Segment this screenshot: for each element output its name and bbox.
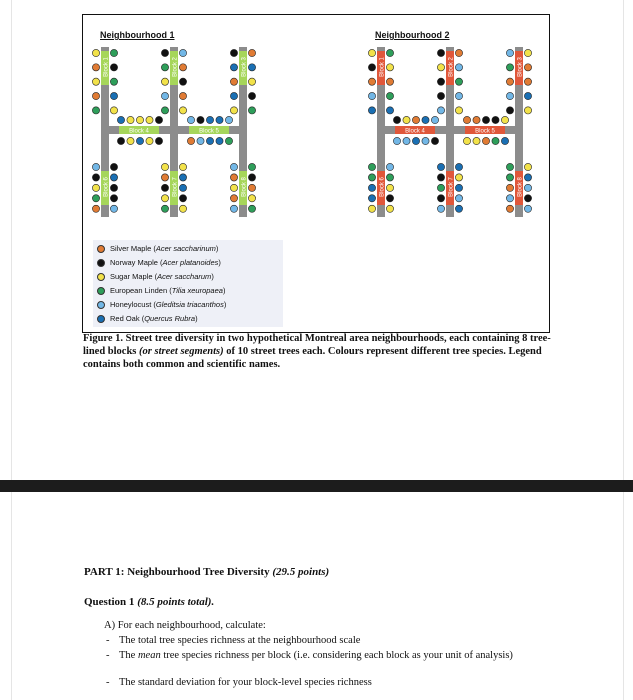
caption-rest: of 10 street trees each. Colours represent different tree species. Legend contains both common and scientific names. (83, 346, 542, 370)
tree-marker (437, 163, 444, 170)
tree-marker (161, 205, 168, 212)
tree-marker (92, 49, 99, 56)
legend-item: Norway Maple ( Acer platanoides ) (97, 256, 221, 269)
tree-marker (506, 92, 513, 99)
tree-marker (473, 137, 480, 144)
tree-marker (197, 116, 204, 123)
red-oak-swatch-icon (97, 315, 105, 323)
tree-marker (161, 195, 168, 202)
legend-item: Honeylocust ( Gleditsia triacanthos ) (97, 298, 226, 311)
tree-marker (455, 107, 462, 114)
tree-marker (179, 184, 186, 191)
tree-marker (187, 116, 194, 123)
tree-marker (179, 174, 186, 181)
figure-caption (83, 332, 553, 371)
tree-marker (92, 78, 99, 85)
tree-marker (179, 195, 186, 202)
tree-marker (368, 174, 375, 181)
legend-scientific: Acer saccharinum (155, 244, 216, 253)
tree-marker (386, 184, 393, 191)
tree-marker (92, 195, 99, 202)
tree-marker (386, 92, 393, 99)
tree-marker (216, 116, 223, 123)
tree-marker (473, 116, 480, 123)
legend-scientific: Gleditsia triacanthos (155, 300, 224, 309)
block-label: Block 3 (241, 57, 248, 77)
block-label: Block 7 (172, 177, 179, 197)
tree-marker (437, 184, 444, 191)
tree-marker (146, 116, 153, 123)
block-label: Block 7 (448, 177, 455, 197)
tree-marker (230, 184, 237, 191)
bullet-text: The total tree species richness at the neighbourhood scale (119, 635, 361, 646)
tree-marker (110, 78, 117, 85)
tree-marker (248, 195, 255, 202)
tree-marker (179, 107, 186, 114)
tree-marker (412, 116, 419, 123)
tree-marker (216, 137, 223, 144)
tree-marker (524, 174, 531, 181)
tree-marker (524, 107, 531, 114)
tree-marker (437, 49, 444, 56)
tree-marker (161, 92, 168, 99)
tree-marker (127, 116, 134, 123)
block-label: Block 8 (241, 177, 248, 197)
tree-marker (110, 174, 117, 181)
tree-marker (386, 64, 393, 71)
block-label: Block 5 (199, 128, 219, 135)
bullet-dash: - (106, 650, 110, 661)
bullet-dash: - (106, 677, 110, 688)
honeylocust-swatch-icon (97, 301, 105, 309)
tree-marker (455, 195, 462, 202)
tree-marker (161, 49, 168, 56)
tree-marker (368, 49, 375, 56)
tree-marker (393, 116, 400, 123)
block-label: Block 2 (172, 57, 179, 77)
tree-marker (524, 163, 531, 170)
tree-marker (422, 137, 429, 144)
tree-marker (386, 174, 393, 181)
tree-marker (230, 174, 237, 181)
tree-marker (179, 64, 186, 71)
legend-common: Honeylocust (110, 300, 152, 309)
tree-marker (368, 78, 375, 85)
tree-marker (412, 137, 419, 144)
tree-marker (179, 78, 186, 85)
tree-marker (403, 116, 410, 123)
tree-marker (431, 116, 438, 123)
tree-marker (501, 116, 508, 123)
tree-marker (422, 116, 429, 123)
block-label: Block 2 (448, 57, 455, 77)
block-label: Block 3 (517, 57, 524, 77)
page-separator (0, 480, 633, 492)
block-label: Block 1 (379, 57, 386, 77)
tree-marker (248, 184, 255, 191)
tree-marker (110, 107, 117, 114)
caption-italic: (or street segments) (139, 346, 224, 357)
tree-marker (92, 205, 99, 212)
tree-marker (110, 205, 117, 212)
neighbourhood-2-title: Neighbourhood 2 (375, 30, 450, 40)
caption-label: Figure 1. Street tree diversity in two hypothetical Montreal area neighbourhoods, each containing 8 tree-lined blocks (83, 333, 551, 357)
legend-common: Norway Maple (110, 258, 158, 267)
legend-common: Sugar Maple (110, 272, 153, 281)
tree-marker (506, 174, 513, 181)
tree-marker (230, 92, 237, 99)
tree-marker (506, 49, 513, 56)
bullet-item (119, 650, 539, 662)
tree-marker (524, 195, 531, 202)
neighbourhood-1-title: Neighbourhood 1 (100, 30, 175, 40)
tree-marker (368, 92, 375, 99)
tree-marker (248, 107, 255, 114)
block-label: Block 4 (405, 128, 425, 135)
tree-marker (206, 116, 213, 123)
tree-marker (506, 64, 513, 71)
legend-scientific: Acer platanoides (162, 258, 219, 267)
tree-marker (437, 92, 444, 99)
bullet-text: The (119, 650, 138, 661)
tree-marker (230, 107, 237, 114)
tree-marker (506, 107, 513, 114)
bullet-dash: - (106, 635, 110, 646)
tree-marker (248, 205, 255, 212)
tree-marker (230, 64, 237, 71)
legend-scientific: Quercus Rubra (144, 314, 196, 323)
legend-common: European Linden (110, 286, 168, 295)
tree-marker (482, 116, 489, 123)
tree-marker (248, 64, 255, 71)
part-points: (29.5 points) (272, 566, 330, 578)
tree-marker (506, 195, 513, 202)
tree-marker (179, 49, 186, 56)
tree-marker (179, 163, 186, 170)
block-label: Block 5 (475, 128, 495, 135)
tree-marker (393, 137, 400, 144)
tree-marker (368, 107, 375, 114)
bullet-emphasis: mean (137, 650, 161, 661)
tree-marker (437, 107, 444, 114)
legend-common: Red Oak (110, 314, 140, 323)
silver-maple-swatch-icon (97, 245, 105, 253)
figure-frame (82, 14, 550, 333)
tree-marker (127, 137, 134, 144)
tree-marker (161, 163, 168, 170)
tree-marker (248, 92, 255, 99)
tree-marker (92, 92, 99, 99)
tree-marker (368, 205, 375, 212)
tree-marker (110, 64, 117, 71)
tree-marker (368, 163, 375, 170)
tree-marker (225, 116, 232, 123)
question-title (84, 596, 214, 608)
tree-marker (155, 137, 162, 144)
tree-marker (161, 174, 168, 181)
tree-marker (110, 92, 117, 99)
tree-marker (117, 137, 124, 144)
tree-marker (492, 137, 499, 144)
tree-marker (437, 64, 444, 71)
tree-marker (501, 137, 508, 144)
tree-marker (110, 49, 117, 56)
tree-marker (230, 78, 237, 85)
tree-marker (524, 49, 531, 56)
tree-marker (155, 116, 162, 123)
tree-marker (179, 205, 186, 212)
tree-marker (437, 205, 444, 212)
norway-maple-swatch-icon (97, 259, 105, 267)
bullet-text: The standard deviation for your block-level species richness (119, 677, 372, 688)
tree-marker (230, 163, 237, 170)
tree-marker (197, 137, 204, 144)
legend (93, 240, 283, 327)
tree-marker (225, 137, 232, 144)
tree-marker (524, 184, 531, 191)
legend-item: Sugar Maple ( Acer saccharum ) (97, 270, 214, 283)
tree-marker (437, 195, 444, 202)
tree-marker (524, 78, 531, 85)
tree-marker (482, 137, 489, 144)
tree-marker (455, 64, 462, 71)
bullet-item (119, 635, 539, 647)
tree-marker (455, 174, 462, 181)
tree-marker (368, 64, 375, 71)
tree-marker (524, 92, 531, 99)
block-label: Block 6 (103, 177, 110, 197)
tree-marker (524, 205, 531, 212)
tree-marker (179, 92, 186, 99)
tree-marker (230, 49, 237, 56)
tree-marker (110, 163, 117, 170)
legend-scientific: Acer saccharum (157, 272, 212, 281)
tree-marker (92, 64, 99, 71)
question-points: (8.5 points total). (137, 596, 215, 608)
tree-marker (92, 184, 99, 191)
tree-marker (161, 107, 168, 114)
tree-marker (110, 195, 117, 202)
tree-marker (437, 174, 444, 181)
tree-marker (110, 184, 117, 191)
tree-marker (146, 137, 153, 144)
block-label: Block 8 (517, 177, 524, 197)
part-title (84, 566, 329, 578)
tree-marker (206, 137, 213, 144)
tree-marker (455, 163, 462, 170)
tree-marker (455, 78, 462, 85)
tree-marker (463, 137, 470, 144)
tree-marker (136, 137, 143, 144)
block-label: Block 6 (379, 177, 386, 197)
tree-marker (248, 174, 255, 181)
tree-marker (386, 163, 393, 170)
tree-marker (506, 163, 513, 170)
bullet-item (119, 677, 539, 689)
tree-marker (117, 116, 124, 123)
tree-marker (92, 174, 99, 181)
legend-item: European Linden ( Tilia xeuropaea ) (97, 284, 225, 297)
tree-marker (403, 137, 410, 144)
tree-marker (230, 205, 237, 212)
sugar-maple-swatch-icon (97, 273, 105, 281)
tree-marker (463, 116, 470, 123)
tree-marker (368, 184, 375, 191)
tree-marker (386, 49, 393, 56)
block-label: Block 1 (103, 57, 110, 77)
tree-marker (248, 78, 255, 85)
bullet-text-rest: tree species richness per block (i.e. considering each block as your unit of analysis) (160, 650, 513, 661)
tree-marker (492, 116, 499, 123)
part-title-text: PART 1: Neighbourhood Tree Diversity (84, 566, 270, 578)
question-instruction: A) For each neighbourhood, calculate: (104, 620, 266, 631)
tree-marker (136, 116, 143, 123)
tree-marker (248, 163, 255, 170)
tree-marker (368, 195, 375, 202)
tree-marker (230, 195, 237, 202)
tree-marker (506, 205, 513, 212)
legend-item: Red Oak ( Quercus Rubra ) (97, 312, 198, 325)
question-title-text: Question 1 (84, 596, 135, 608)
tree-marker (92, 163, 99, 170)
tree-marker (248, 49, 255, 56)
tree-marker (431, 137, 438, 144)
tree-marker (386, 78, 393, 85)
tree-marker (524, 64, 531, 71)
tree-marker (437, 78, 444, 85)
tree-marker (92, 107, 99, 114)
block-label: Block 4 (129, 128, 149, 135)
tree-marker (506, 78, 513, 85)
tree-marker (455, 205, 462, 212)
tree-marker (161, 78, 168, 85)
european-linden-swatch-icon (97, 287, 105, 295)
tree-marker (386, 107, 393, 114)
tree-marker (455, 49, 462, 56)
tree-marker (455, 184, 462, 191)
tree-marker (455, 92, 462, 99)
legend-common: Silver Maple (110, 244, 152, 253)
legend-item: Silver Maple ( Acer saccharinum ) (97, 242, 218, 255)
tree-marker (386, 205, 393, 212)
tree-marker (161, 184, 168, 191)
legend-scientific: Tilia xeuropaea (171, 286, 223, 295)
tree-marker (187, 137, 194, 144)
tree-marker (161, 64, 168, 71)
tree-marker (386, 195, 393, 202)
tree-marker (506, 184, 513, 191)
